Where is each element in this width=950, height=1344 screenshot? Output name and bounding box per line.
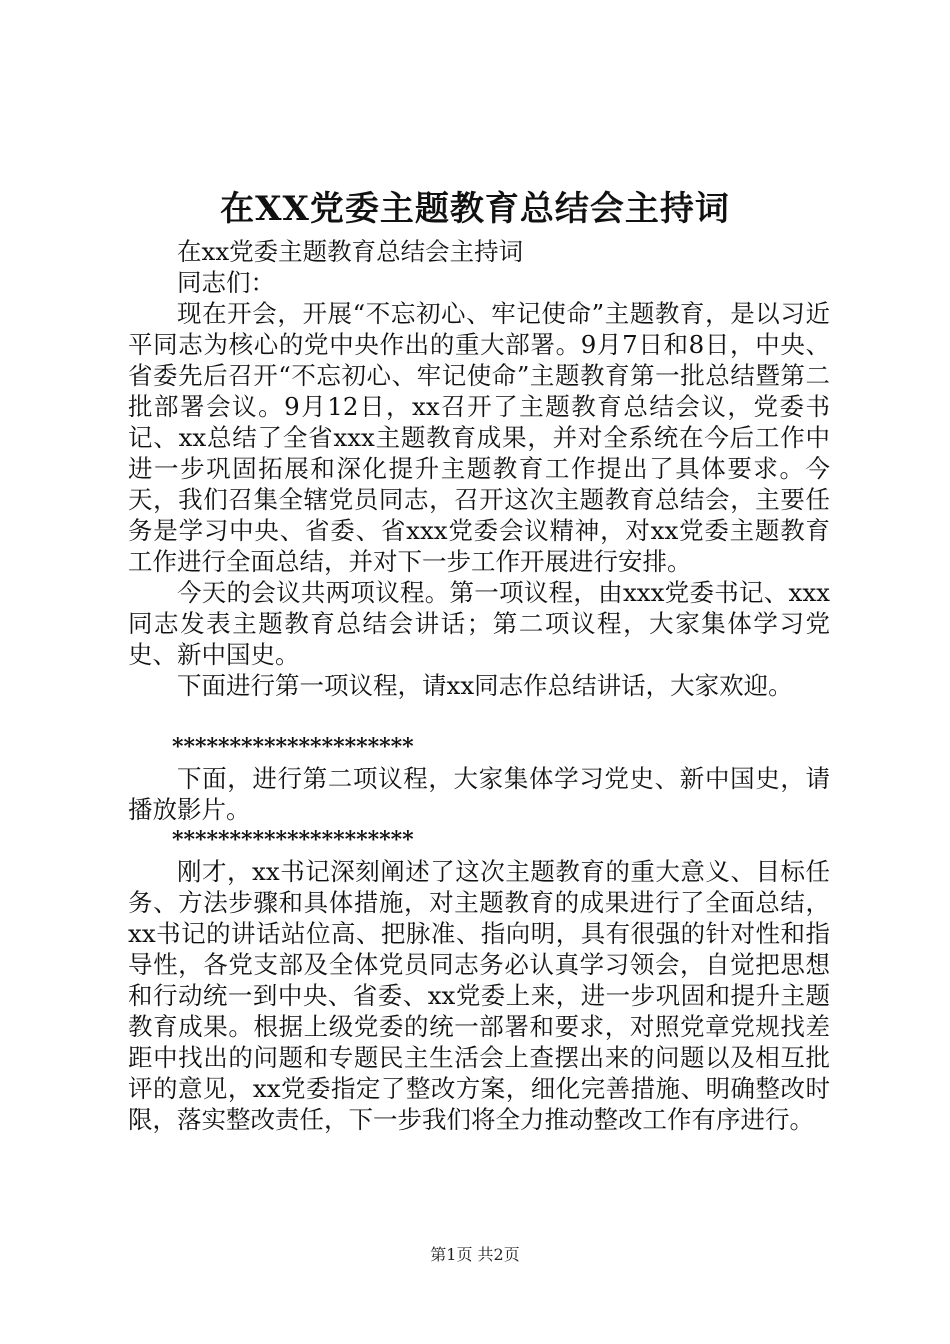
separator-stars-2: ********************* <box>172 827 414 853</box>
paragraph-agenda: 今天的会议共两项议程。第一项议程，由xxx党委书记、xxx同志发表主题教育总结会讲话；第二项议程，大家集体学习党史、新中国史。 <box>128 578 830 669</box>
blank-line <box>128 701 830 732</box>
document-body <box>128 236 830 1135</box>
subtitle-line: 在xx党委主题教育总结会主持词 <box>177 237 524 266</box>
paragraph-summary: 刚才，xx书记深刻阐述了这次主题教育的重大意义、目标任务、方法步骤和具体措施，对主题教育的成果进行了全面总结，xx书记的讲话站位高、把脉准、指向明，具有很强的针对性和指导性，各党支部及全体党员同志务必认真学习领会，自觉把思想和行动统一到中央、省委、xx党委上来，进一步巩固和提升主题教育成果。根据上级党委的统一部署和要求，对照党章党规找差距中找出的问题和专题民主生活会上查摆出来的问题以及相互批评的意见，xx党委指定了整改方案，细化完善措施、明确整改时限，落实整改责任，下一步我们将全力推动整改工作有序进行。 <box>128 857 830 1134</box>
paragraph-first-item: 下面进行第一项议程，请xx同志作总结讲话，大家欢迎。 <box>177 671 793 700</box>
paragraph-opening: 现在开会，开展“不忘初心、牢记使命”主题教育，是以习近平同志为核心的党中央作出的重大部署。9月7日和8日，中央、省委先后召开“不忘初心、牢记使命”主题教育第一批总结暨第二批部署会议。9月12日，xx召开了主题教育总结会议，党委书记、xx总结了全省xxx主题教育成果，并对全系统在今后工作中进一步巩固拓展和深化提升主题教育工作提出了具体要求。今天，我们召集全辖党员同志，召开这次主题教育总结会，主要任务是学习中央、省委、省xxx党委会议精神，对xx党委主题教育工作进行全面总结，并对下一步工作开展进行安排。 <box>128 299 830 576</box>
page-footer: 第1页 共2页 <box>430 1245 520 1264</box>
document-title: 在XX党委主题教育总结会主持词 <box>220 189 730 229</box>
separator-stars-1: ********************* <box>172 734 414 760</box>
paragraph-second-item: 下面，进行第二项议程，大家集体学习党史、新中国史，请播放影片。 <box>128 764 830 824</box>
salutation: 同志们： <box>177 268 275 297</box>
